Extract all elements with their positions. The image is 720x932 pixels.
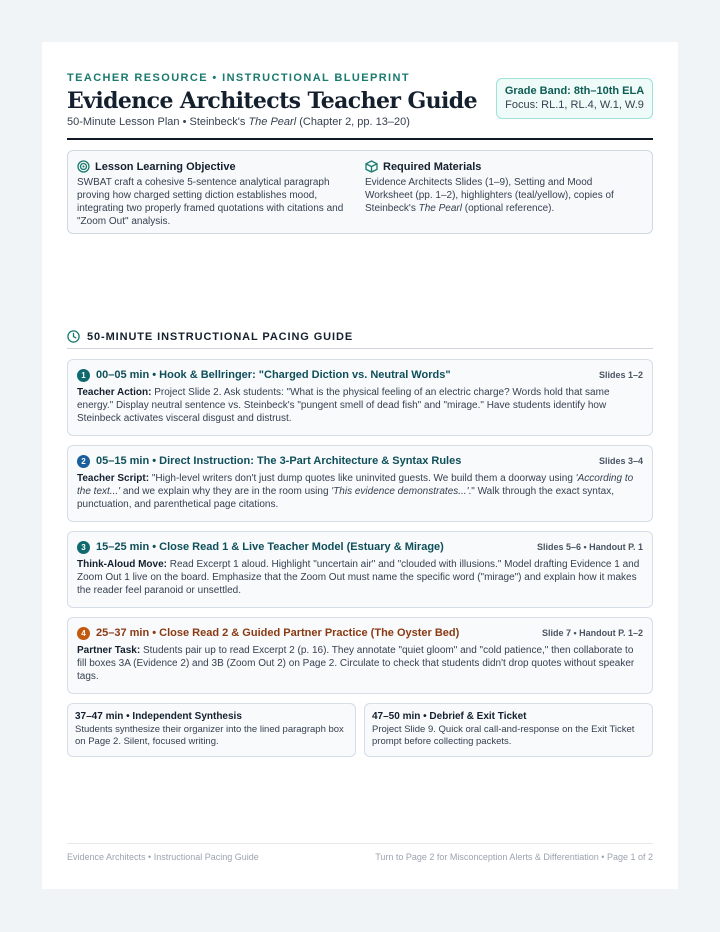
standards-focus: Focus: RL.1, RL.4, W.1, W.9: [505, 99, 644, 111]
pacing-step-card: [67, 531, 653, 608]
step-body: [77, 472, 643, 511]
debrief-title: 47–50 min • Debrief & Exit Ticket: [372, 711, 527, 722]
materials-text-prefix: Evidence Architects Slides (1–9), Setting and Mood Worksheet (pp. 1–2), highlighters (teal/yellow), copies of Steinbeck's: [365, 177, 614, 214]
step-number-badge: 1: [77, 369, 90, 382]
debrief-card: [364, 703, 653, 757]
page-title: Evidence Architects Teacher Guide: [67, 88, 477, 114]
footer-right: Turn to Page 2 for Misconception Alerts & Differentiation • Page 1 of 2: [375, 852, 653, 862]
pacing-heading: [67, 330, 353, 343]
step-title: 00–05 min • Hook & Bellringer: "Charged Diction vs. Neutral Words": [96, 369, 451, 381]
synthesis-title: 37–47 min • Independent Synthesis: [75, 711, 242, 722]
objective-section: [77, 160, 349, 228]
footer-divider: [67, 843, 653, 844]
step-body: [77, 386, 643, 425]
debrief-text: Project Slide 9. Quick oral call-and-response on the Exit Ticket prompt before collecting packets.: [372, 724, 635, 747]
header-kicker: TEACHER RESOURCE • INSTRUCTIONAL BLUEPRINT: [67, 72, 410, 84]
subtitle-prefix: 50-Minute Lesson Plan • Steinbeck's: [67, 116, 249, 128]
step-label: Teacher Script:: [77, 473, 150, 484]
pacing-heading-text: 50-MINUTE INSTRUCTIONAL PACING GUIDE: [87, 330, 354, 343]
step-body: [77, 558, 643, 597]
guide-page: [42, 42, 678, 889]
step-text: Students pair up to read Excerpt 2 (p. 16). They annotate "quiet gloom" and "cold patience," then collaborate to fill boxes 3A (Evidence 2) and 3B (Zoom Out 2) on Page 2. Circulate to check that students didn't drop quotes without speaker tags.: [77, 645, 635, 682]
step-title: 05–15 min • Direct Instruction: The 3-Part Architecture & Syntax Rules: [96, 455, 462, 467]
step-title: 25–37 min • Close Read 2 & Guided Partner Practice (The Oyster Bed): [96, 627, 460, 639]
step-text: Project Slide 2. Ask students: "What is the physical feeling of an electric charge? Words hold that same energy." Display neutral sentence vs. Steinbeck's "pungent smell of dead fish" and "mirage." Have students identify how Steinbeck activates visceral disgust and distrust.: [77, 387, 610, 424]
grade-band-badge: [496, 78, 653, 119]
step-label: Think-Aloud Move:: [77, 559, 167, 570]
materials-section: [365, 160, 635, 215]
step-slides: Slide 7 • Handout P. 1–2: [541, 628, 643, 638]
objective-heading: Lesson Learning Objective: [95, 160, 236, 173]
objective-text: SWBAT craft a cohesive 5-sentence analytical paragraph proving how charged setting diction establishes mood, integrating two properly framed quotations with citations and "Zoom Out" analysis.: [77, 177, 344, 227]
pacing-step-card: [67, 359, 653, 436]
materials-heading: Required Materials: [383, 160, 482, 173]
step-text-italic: 'According to the text...': [77, 473, 634, 497]
step-text: ." Walk through the exact syntax, punctuation, and parenthetical page citations.: [77, 486, 614, 510]
step-label: Teacher Action:: [77, 387, 152, 398]
subtitle-suffix: (Chapter 2, pp. 13–20): [296, 116, 410, 128]
step-text-italic: 'This evidence demonstrates...': [331, 486, 469, 497]
synthesis-text: Students synthesize their organizer into the lined paragraph box on Page 2. Silent, focused writing.: [75, 724, 344, 747]
step-slides: Slides 5–6 • Handout P. 1: [536, 542, 643, 552]
box-icon: [365, 160, 378, 173]
step-number-badge: 2: [77, 455, 90, 468]
materials-book: The Pearl: [418, 203, 462, 214]
pacing-divider: [67, 348, 653, 349]
step-slides: Slides 3–4: [598, 456, 643, 466]
pacing-step-card: [67, 445, 653, 522]
step-text: "High-level writers don't just dump quotes like uninvited guests. We build them a doorway using: [149, 473, 576, 484]
step-number-badge: 3: [77, 541, 90, 554]
step-slides: Slides 1–2: [598, 370, 643, 380]
pacing-step-card: [67, 617, 653, 694]
step-number-badge: 4: [77, 627, 90, 640]
header-divider: [67, 138, 653, 140]
step-text: and we explain why they are in the room using: [120, 486, 332, 497]
clock-icon: [67, 330, 80, 343]
subtitle-book: The Pearl: [248, 116, 297, 128]
page-subtitle: [67, 116, 410, 128]
objective-materials-box: [67, 150, 653, 234]
materials-text-suffix: (optional reference).: [461, 203, 555, 214]
grade-band: Grade Band: 8th–10th ELA: [504, 85, 645, 97]
synthesis-card: [67, 703, 356, 757]
step-text: Read Excerpt 1 aloud. Highlight "uncertain air" and "clouded with illusions." Model drafting Evidence 1 and Zoom Out 1 live on the board. Emphasize that the Zoom Out must name the specific word ("mirage") and explain how it makes the reader feel paranoid or unsettled.: [77, 559, 640, 596]
materials-text: [365, 176, 635, 215]
footer-left: Evidence Architects • Instructional Pacing Guide: [67, 852, 259, 862]
target-icon: [77, 160, 90, 173]
step-title: 15–25 min • Close Read 1 & Live Teacher Model (Estuary & Mirage): [96, 541, 444, 553]
step-body: [77, 644, 643, 683]
step-label: Partner Task:: [77, 645, 141, 656]
